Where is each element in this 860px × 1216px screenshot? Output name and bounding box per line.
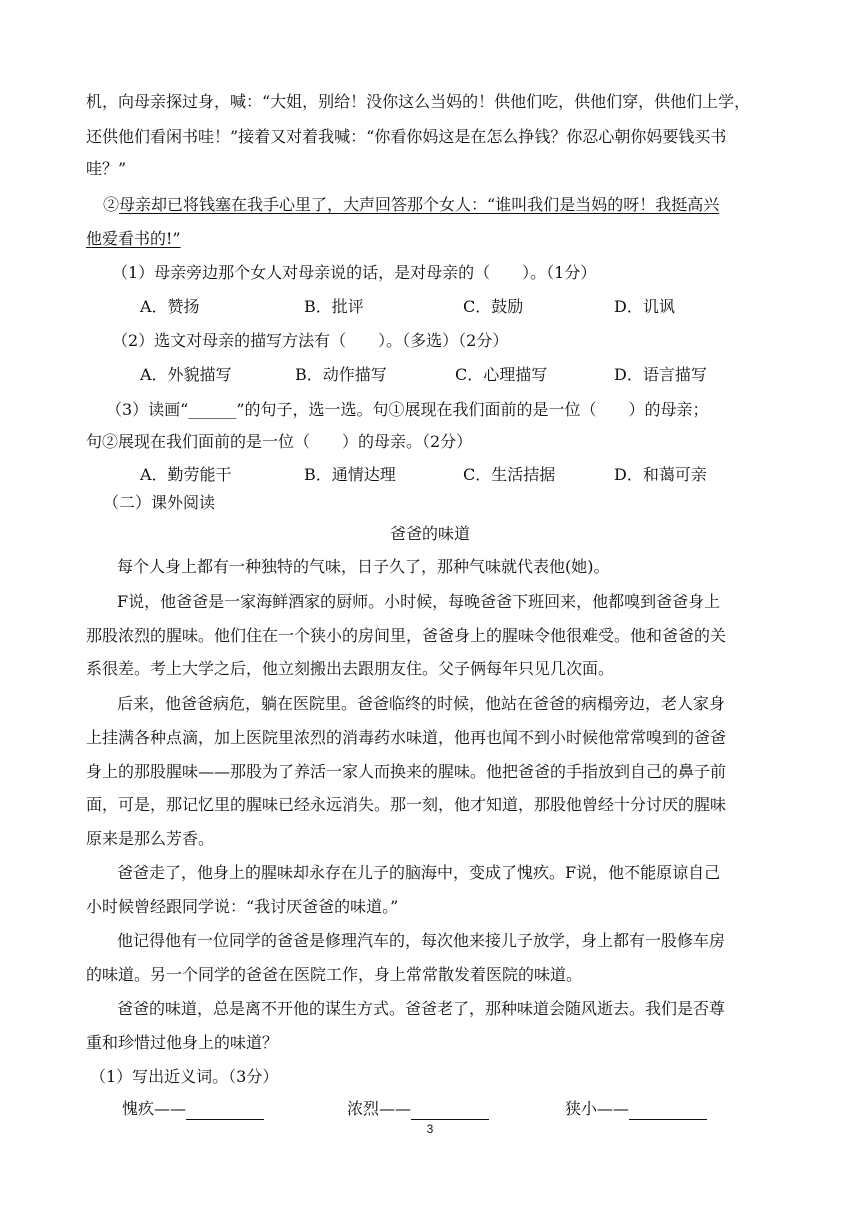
- article-line: 后来，他爸爸病危，躺在医院里。爸爸临终的时候，他站在爸爸的病榻旁边，老人家身: [117, 694, 726, 713]
- underlined-text: 母亲却已将钱塞在我手心里了，大声回答那个女人：“谁叫我们是当妈的呀！我挺高兴: [119, 195, 720, 214]
- text-line: 还供他们看闲书哇！”接着又对着我喊：“你看你妈这是在怎么挣钱？你忍心朝你妈要钱买书: [86, 127, 727, 146]
- question-2-stem: （2）选文对母亲的描写方法有（ ）。（多选）（2分）: [112, 331, 509, 350]
- article-line: 上挂满各种点滴，加上医院里浓烈的消毒药水味道，他再也闻不到小时候他常常嗅到的爸爸: [86, 728, 727, 747]
- option-a: A．勤劳能干: [140, 465, 232, 484]
- option-d: D．讥讽: [614, 297, 675, 316]
- question-1-stem: （1）母亲旁边那个女人对母亲说的话，是对母亲的（ ）。（1分）: [112, 263, 597, 282]
- article-line: 爸爸的味道，总是离不开他的谋生方式。爸爸老了，那种味道会随风逝去。我们是否尊: [117, 999, 726, 1018]
- option-c: C．心理描写: [455, 365, 548, 384]
- synonym-question-stem: （1）写出近义词。（3分）: [90, 1067, 279, 1086]
- option-a: A．赞扬: [140, 297, 200, 316]
- synonym-item: [122, 1098, 264, 1120]
- question-3-stem: 句②展现在我们面前的是一位（ ）的母亲。（2分）: [86, 432, 473, 451]
- option-b: B．通情达理: [304, 465, 396, 484]
- option-b: B．动作描写: [295, 365, 387, 384]
- option-a: A．外貌描写: [140, 365, 232, 384]
- answer-blank[interactable]: [629, 1101, 707, 1120]
- synonym-word: 浓烈——: [347, 1099, 412, 1118]
- underlined-sentence-line: [103, 194, 719, 216]
- article-line: 面，可是，那记忆里的腥味已经永远消失。那一刻，他才知道，那股他曾经十分讨厌的腥味: [86, 795, 727, 814]
- article-line: 小时候曾经跟同学说：“我讨厌爸爸的味道。”: [86, 897, 399, 916]
- article-line: 重和珍惜过他身上的味道？: [86, 1033, 279, 1052]
- article-paragraph: 每个人身上都有一种独特的气味，日子久了，那种气味就代表他(她)。: [117, 557, 610, 576]
- option-d: D．和蔼可亲: [614, 465, 707, 484]
- underlined-text: 他爱看书的!”: [86, 229, 181, 248]
- text-line: 哇？”: [86, 159, 127, 178]
- synonym-word: 狭小——: [565, 1099, 630, 1118]
- option-c: C．生活拮据: [463, 465, 556, 484]
- option-d: D．语言描写: [614, 365, 707, 384]
- answer-blank[interactable]: [186, 1101, 264, 1120]
- question-3-stem: （3）读画“______”的句子，选一选。句①展现在我们面前的是一位（ ）的母亲；: [106, 400, 709, 419]
- sentence-mark: ②: [103, 195, 120, 214]
- article-line: 系很差。考上大学之后，他立刻搬出去跟朋友住。父子俩每年只见几次面。: [86, 659, 615, 678]
- article-line: 的味道。另一个同学的爸爸在医院工作，身上常常散发着医院的味道。: [86, 965, 583, 984]
- text-line: 机，向母亲探过身，喊：“大姐，别给！没你这么当妈的！供他们吃，供他们穿，供他们上学，: [86, 92, 751, 111]
- option-c: C．鼓励: [463, 297, 524, 316]
- synonym-item: [347, 1098, 489, 1120]
- article-line: 原来是那么芳香。: [86, 829, 215, 848]
- article-line: 他记得他有一位同学的爸爸是修理汽车的，每次他来接儿子放学，身上都有一股修车房: [117, 931, 726, 950]
- article-line: 那股浓烈的腥味。他们住在一个狭小的房间里，爸爸身上的腥味令他很难受。他和爸爸的关: [86, 626, 727, 645]
- option-b: B．批评: [304, 297, 364, 316]
- article-title: 爸爸的味道: [389, 524, 470, 543]
- answer-blank[interactable]: [411, 1101, 489, 1120]
- article-line: F说，他爸爸是一家海鲜酒家的厨师。小时候，每晚爸爸下班回来，他都嗅到爸爸身上: [117, 592, 721, 611]
- synonym-item: [565, 1098, 707, 1120]
- article-line: 爸爸走了，他身上的腥味却永存在儿子的脑海中，变成了愧疚。F说，他不能原谅自己: [117, 863, 721, 882]
- section-heading: （二）课外阅读: [103, 493, 216, 512]
- article-line: 身上的那股腥味——那股为了养活一家人而换来的腥味。他把爸爸的手指放到自己的鼻子前: [86, 762, 727, 781]
- page-number: 3: [426, 1122, 434, 1136]
- synonym-word: 愧疚——: [122, 1099, 187, 1118]
